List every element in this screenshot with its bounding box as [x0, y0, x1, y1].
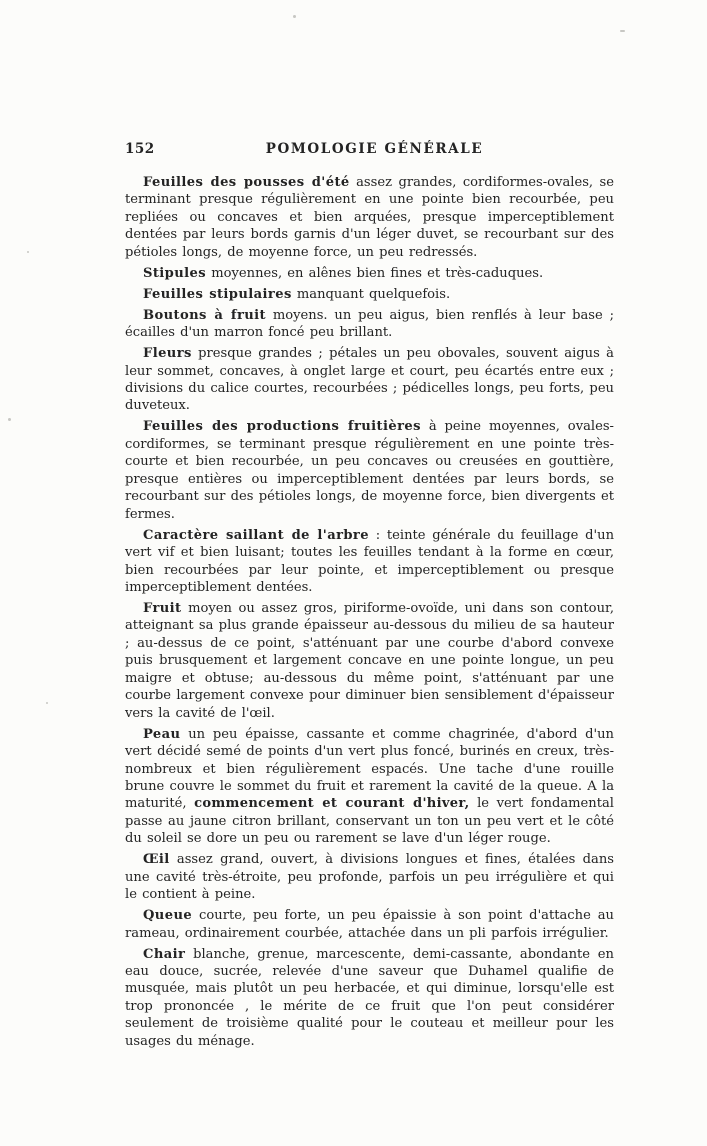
- paragraph: [125, 851, 614, 903]
- scan-speck: [27, 251, 29, 253]
- paragraph-lead: Caractère saillant de l'arbre: [143, 527, 369, 543]
- paragraph-text: courte, peu forte, un peu épaissie à son point d'attache au rameau, ordinairement courbée, attachée dans un pli parfois irrégulier.: [125, 908, 614, 941]
- paragraph: [125, 527, 614, 597]
- scan-speck: [46, 702, 48, 704]
- paragraph: [125, 345, 614, 415]
- paragraph: [125, 418, 614, 523]
- paragraph: [125, 726, 614, 848]
- paragraph-text: moyen ou assez gros, piriforme-ovoïde, uni dans son contour, atteignant sa plus grande épaisseur au-dessous du milieu de sa hauteur ; au-dessus de ce point, s'atténuant par une courbe d'abord convexe puis brusquement et largement concave en une pointe longue, un peu maigre et obtuse; au-dessous du même point, s'atténuant par une courbe largement convexe pour diminuer bien sensiblement d'épaisseur vers la cavité de l'œil.: [125, 600, 614, 721]
- paragraph-lead: Boutons à fruit: [143, 307, 266, 323]
- running-head: [125, 141, 614, 161]
- page-content: [125, 141, 614, 1054]
- page-number: 152: [125, 141, 155, 157]
- paragraph-text: presque grandes ; pétales un peu obovales, souvent aigus à leur sommet, concaves, à onglet large et court, peu écartés entre eux ; divisions du calice courtes, recourbées ; pédicelles longs, peu forts, peu duveteux.: [125, 346, 614, 414]
- paragraph-lead: commencement et courant d'hiver,: [194, 796, 470, 812]
- scan-speck: [620, 30, 625, 32]
- paragraph-text: assez grandes, cordiformes-ovales, se terminant presque régulièrement en une pointe bien recourbée, peu repliées ou concaves et bien arquées, presque imperceptiblement dentées par leurs bords garnis d'un léger duvet, se recourbant sur des pétioles longs, de moyenne force, un peu redressés.: [125, 175, 615, 260]
- paragraph-lead: Œil: [143, 852, 170, 868]
- page-title: POMOLOGIE GÉNÉRALE: [265, 141, 484, 157]
- paragraph-lead: Stipules: [143, 265, 207, 281]
- paragraph: [125, 174, 614, 261]
- paragraph-text: à peine moyennes, ovales-cordiformes, se terminant presque régulièrement en une pointe très-courte et bien recourbée, un peu concaves ou creusées en gouttière, presque entières ou imperceptiblement dentées par leurs bords, se recourbant sur des pétioles longs, de moyenne force, bien divergents et fermes.: [125, 419, 614, 522]
- paragraph-text: un peu épaisse, cassante et comme chagrinée, d'abord d'un vert décidé semé de points d'un vert plus foncé, burinés en creux, très-nombreux et bien régulièrement espacés. Une tache d'une rouille brune couvre le sommet du fruit et rarement la cavité de la queue. A la maturité,: [125, 726, 614, 812]
- paragraph-lead: Chair: [143, 946, 186, 962]
- paragraph: [125, 600, 614, 722]
- paragraph-lead: Fruit: [143, 600, 182, 616]
- paragraph-text: : teinte générale du feuillage d'un vert vif et bien luisant; toutes les feuilles tendant à la forme en cœur, bien recourbées par leur pointe, et imperceptiblement ou presque imperceptiblement dentées.: [125, 527, 614, 595]
- paragraph: [125, 907, 614, 942]
- body-text: [125, 174, 614, 1050]
- paragraph: [125, 265, 614, 282]
- paragraph-text: blanche, grenue, marcescente, demi-cassante, abondante en eau douce, sucrée, relevée d'une saveur que Duhamel qualifie de musquée, mais plutôt un peu herbacée, et qui diminue, lorsqu'elle est trop prononcée , le mérite de ce fruit que l'on peut considérer seulement de troisième qualité pour le couteau et meilleur pour les usages du ménage.: [125, 946, 614, 1049]
- paragraph-text: manquant quelquefois.: [291, 286, 451, 302]
- paragraph-lead: Feuilles stipulaires: [143, 286, 292, 302]
- paragraph-lead: Feuilles des productions fruitières: [143, 419, 421, 435]
- paragraph-text: le vert fondamental passe au jaune citron brillant, conservant un ton un peu vert et le côté du soleil se dore un peu ou rarement se lave d'un léger rouge.: [125, 796, 614, 847]
- paragraph-text: moyens. un peu aigus, bien renflés à leur base ; écailles d'un marron foncé peu brillant.: [125, 307, 614, 341]
- paragraph-lead: Peau: [143, 726, 181, 742]
- paragraph: [125, 946, 614, 1051]
- paragraph-text: assez grand, ouvert, à divisions longues et fines, étalées dans une cavité très-étroite, peu profonde, parfois un peu irrégulière et qui le contient à peine.: [125, 852, 614, 903]
- paragraph-text: moyennes, en alênes bien fines et très-caduques.: [206, 265, 544, 281]
- scan-speck: [293, 15, 296, 18]
- paragraph: [125, 286, 614, 303]
- paragraph-lead: Fleurs: [143, 346, 192, 362]
- paragraph: [125, 307, 614, 342]
- scan-speck: [8, 418, 11, 421]
- paragraph-lead: Feuilles des pousses d'été: [143, 175, 350, 190]
- paragraph-lead: Queue: [143, 908, 193, 924]
